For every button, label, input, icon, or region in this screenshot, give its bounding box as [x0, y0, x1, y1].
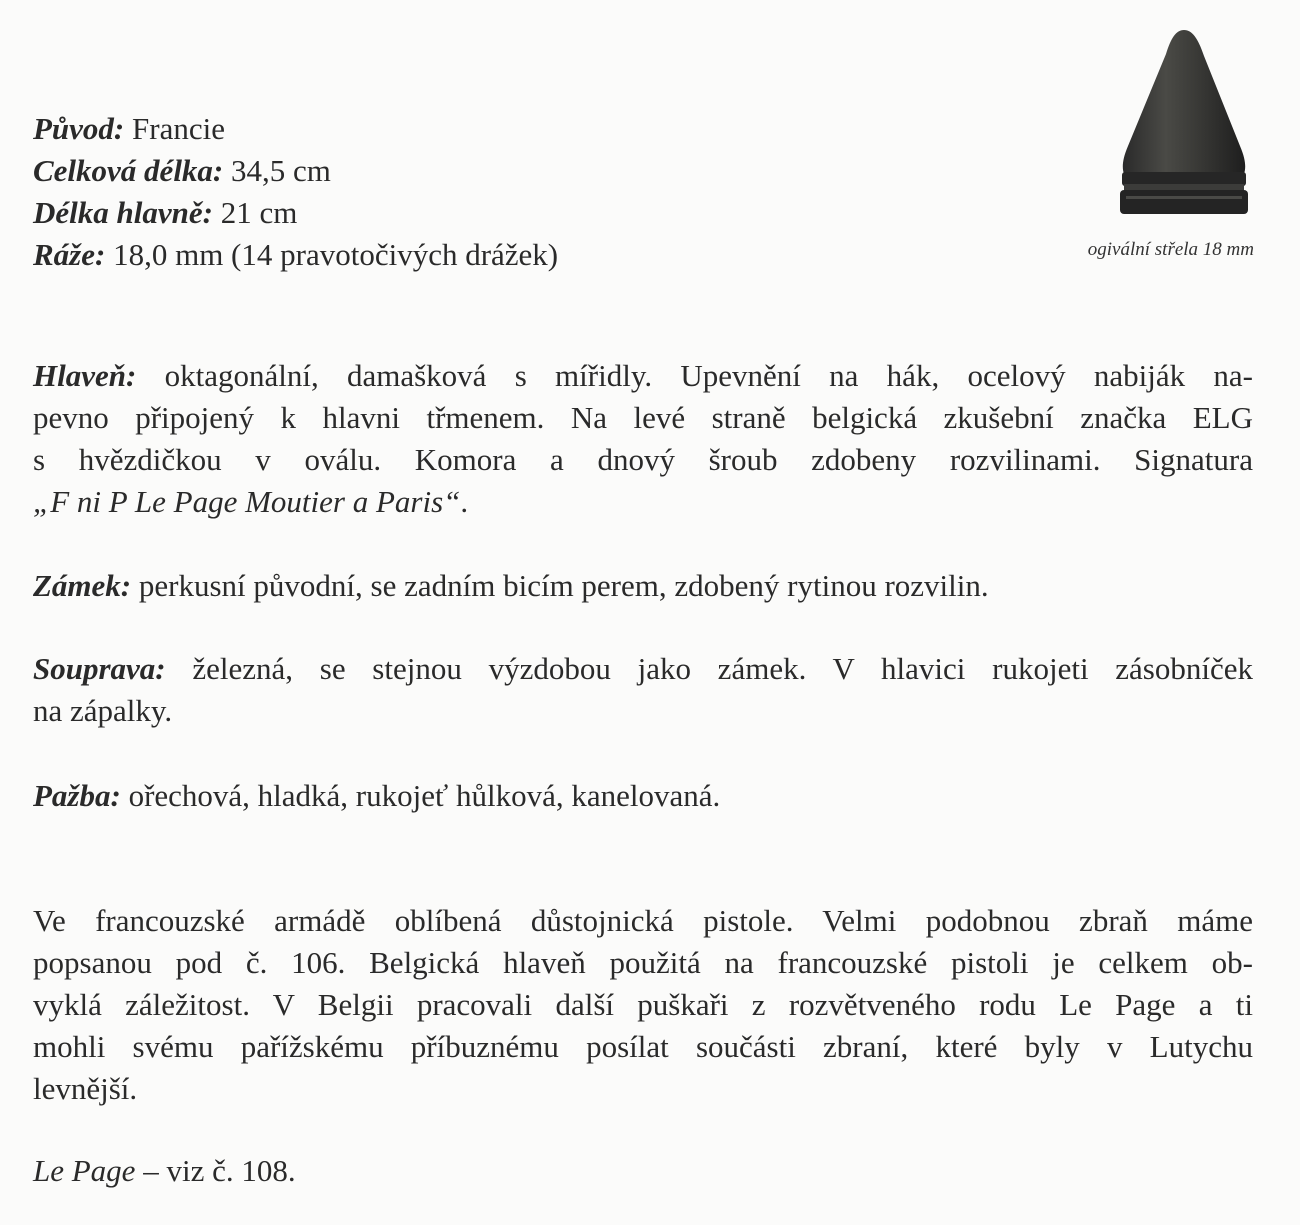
- section-furniture: [33, 648, 1253, 732]
- furniture-label: Souprava:: [33, 651, 166, 686]
- origin-value: Francie: [124, 111, 225, 146]
- spec-origin: [33, 108, 793, 150]
- specifications: [33, 108, 793, 276]
- lock-text: perkusní původní, se zadním bicím perem, zdobený rytinou rozvilin.: [131, 568, 989, 603]
- barrel-text-1: oktagonální, damašková s mířidly. Upevnění na hák, ocelový nabiják na-: [136, 358, 1253, 393]
- origin-label: Původ:: [33, 111, 125, 146]
- reference-text: – viz č. 108.: [135, 1153, 296, 1188]
- furniture-text-1: železná, se stejnou výzdobou jako zámek. V hlavici rukojeti zásobníček: [165, 651, 1253, 686]
- barrel-line-4-end: .: [460, 484, 469, 519]
- note-line-1: Ve francouzské armádě oblíbená důstojnická pistole. Velmi podobnou zbraň máme: [33, 903, 1253, 938]
- barrel-length-value: 21 cm: [212, 195, 298, 230]
- barrel-signature: „F ni P Le Page Moutier a Paris“: [33, 484, 461, 519]
- reference-name: Le Page: [33, 1153, 136, 1188]
- reference: [33, 1150, 1253, 1192]
- furniture-line-2: na zápalky.: [33, 693, 173, 728]
- section-barrel: [33, 355, 1253, 523]
- spec-caliber: [33, 234, 793, 276]
- ogival-bullet-image: [1112, 28, 1257, 223]
- lock-line: [33, 565, 1253, 607]
- caliber-label: Ráže:: [33, 237, 106, 272]
- stock-label: Pažba:: [33, 778, 121, 813]
- spec-barrel-length: [33, 192, 793, 234]
- spec-total-length: [33, 150, 793, 192]
- barrel-line-1: [33, 355, 1253, 397]
- section-lock: [33, 565, 1253, 607]
- barrel-line-3: s hvězdičkou v oválu. Komora a dnový šroub zdobeny rozvilinami. Signatura: [33, 442, 1253, 477]
- note-line-4: mohli svému pařížskému příbuznému posílat součásti zbraní, které byly v Lutychu: [33, 1029, 1253, 1064]
- barrel-line-2: pevno připojený k hlavni třmenem. Na levé straně belgická zkušební značka ELG: [33, 400, 1253, 435]
- stock-line: [33, 775, 1253, 817]
- stock-text: ořechová, hladká, rukojeť hůlková, kanelovaná.: [120, 778, 721, 813]
- reference-line: [33, 1150, 1253, 1192]
- barrel-length-label: Délka hlavně:: [33, 195, 213, 230]
- barrel-label: Hlaveň:: [33, 358, 137, 393]
- note-paragraph: [33, 900, 1253, 1110]
- total-length-label: Celková délka:: [33, 153, 224, 188]
- lock-label: Zámek:: [33, 568, 132, 603]
- note-line-3: vyklá záležitost. V Belgii pracovali další puškaři z rozvětveného rodu Le Page a ti: [33, 987, 1253, 1022]
- caliber-value: 18,0 mm (14 pravotočivých drážek): [105, 237, 559, 272]
- figure-caption: ogivální střela 18 mm: [1087, 239, 1254, 260]
- barrel-line-4: [33, 481, 1253, 523]
- furniture-line-1: [33, 648, 1253, 690]
- note-line-2: popsanou pod č. 106. Belgická hlaveň použitá na francouzské pistoli je celkem ob-: [33, 945, 1253, 980]
- note-line-5: levnější.: [33, 1071, 138, 1106]
- section-stock: [33, 775, 1253, 817]
- total-length-value: 34,5 cm: [223, 153, 331, 188]
